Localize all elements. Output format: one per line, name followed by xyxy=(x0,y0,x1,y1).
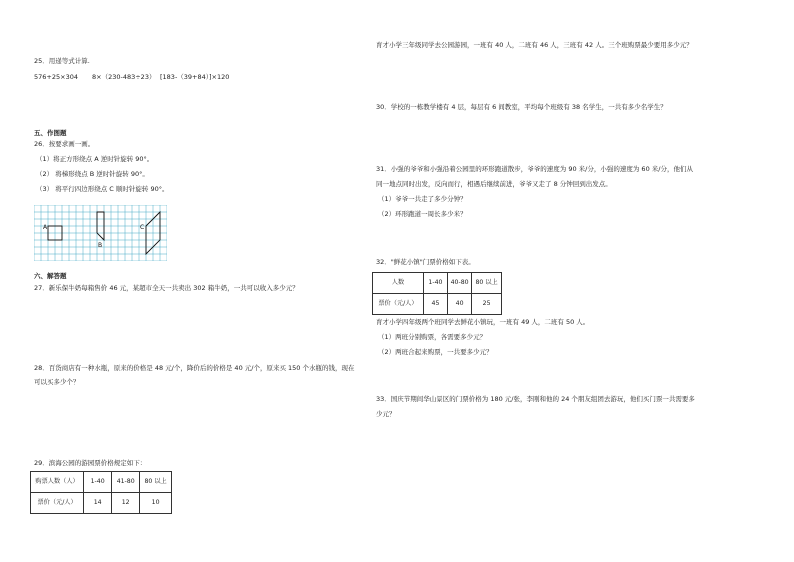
table-row xyxy=(31,472,172,493)
q25-expr-1: 576+25×304 xyxy=(34,73,78,81)
table-cell: 80 以上 xyxy=(472,273,502,294)
table-cell: 14 xyxy=(84,493,112,514)
section-5-title: 五、作图题 xyxy=(34,129,67,137)
q25-expr-3: [183-（39+84）]×120 xyxy=(160,73,230,81)
q25-title: 25．用递等式计算. xyxy=(34,57,90,65)
table-cell: 40-80 xyxy=(448,273,472,294)
q32-description: 育才小学四年级两个班同学去鲜花小镇玩，一班有 49 人，二班有 50 人。 xyxy=(376,318,590,326)
q33-text-line2: 少元？ xyxy=(376,410,396,418)
q31-text-line2: 同一地点同时出发，反向而行，相遇后继续前进，爷爷又走了 8 分钟回到出发点。 xyxy=(376,180,612,188)
point-c-label: C xyxy=(140,224,145,231)
q31-text-line1: 31．小强的爷爷和小强沿着公园里的环形跑道散步，爷爷的速度为 90 米/分，小强的速度为 60 米/分，他们从 xyxy=(376,165,693,173)
table-cell: 40 xyxy=(448,294,472,315)
table-cell: 1-40 xyxy=(84,472,112,493)
table-cell: 10 xyxy=(140,493,172,514)
q26-item-1: （1）将正方形绕点 A 逆时针旋转 90°。 xyxy=(36,155,154,163)
table-cell: 1-40 xyxy=(423,273,447,294)
rotation-grid xyxy=(34,205,167,261)
table-row xyxy=(373,294,502,315)
q26-title: 26．按要求画一画。 xyxy=(34,140,95,148)
q30-text: 30．学校的一栋教学楼有 4 层，每层有 6 间教室，平均每个班级有 38 名学生，一共有多少名学生？ xyxy=(376,103,667,111)
q26-item-3: （3） 将平行四边形绕点 C 顺时针旋转 90°。 xyxy=(36,185,169,193)
q27-text: 27．新乐保牛奶每箱售价 46 元，某超市全天一共卖出 302 箱牛奶，一共可以收入多少元？ xyxy=(34,284,299,292)
q33-text-line1: 33．国庆节期间华山景区的门票价格为 180 元/张，李刚和他的 24 个朋友组团去游玩，他们买门票一共需要多 xyxy=(376,395,695,403)
q32-title: 32．"鲜花小镇"门票价格如下表。 xyxy=(376,258,475,266)
section-6-title: 六、解答题 xyxy=(34,272,67,280)
table-cell: 80 以上 xyxy=(140,472,172,493)
q31-item-2: （2）环形跑道一周长多少米？ xyxy=(378,210,467,218)
q29-continuation: 育才小学三年级同学去公园游园，一班有 40 人，二班有 46 人，三班有 42 人。三个班购票最少要用多少元？ xyxy=(376,41,693,49)
q28-text-line2: 可以买多少个？ xyxy=(34,378,80,386)
table-cell: 45 xyxy=(423,294,447,315)
q32-item-1: （1）两班分别购票，各需要多少元？ xyxy=(378,333,487,341)
q29-title: 29．滨海公园的游园票价格规定如下： xyxy=(34,459,147,467)
table-cell: 票价（元/人） xyxy=(31,493,84,514)
q28-text-line1: 28．百货商店有一种水瓶，原来的价格是 48 元/个，降价后的价格是 40 元/个，原来买 150 个水瓶的钱，现在 xyxy=(34,364,355,372)
q25-expr-2: 8×（230-483÷23） xyxy=(92,73,156,81)
q31-item-1: （1）爷爷一共走了多少分钟？ xyxy=(378,195,467,203)
point-a-label: A xyxy=(43,224,48,231)
table-cell: 12 xyxy=(112,493,140,514)
q26-item-2: （2） 将梯形绕点 B 逆时针旋转 90°。 xyxy=(36,170,149,178)
table-cell: 人数 xyxy=(373,273,424,294)
table-cell: 票价（元/人） xyxy=(373,294,424,315)
table-cell: 购票人数（人） xyxy=(31,472,84,493)
q29-price-table xyxy=(30,471,172,514)
table-row xyxy=(31,493,172,514)
point-b-label: B xyxy=(98,242,103,249)
table-row xyxy=(373,273,502,294)
q32-item-2: （2）两班合起来购票，一共要多少元？ xyxy=(378,348,493,356)
q32-price-table xyxy=(372,272,502,315)
table-cell: 25 xyxy=(472,294,502,315)
table-cell: 41-80 xyxy=(112,472,140,493)
